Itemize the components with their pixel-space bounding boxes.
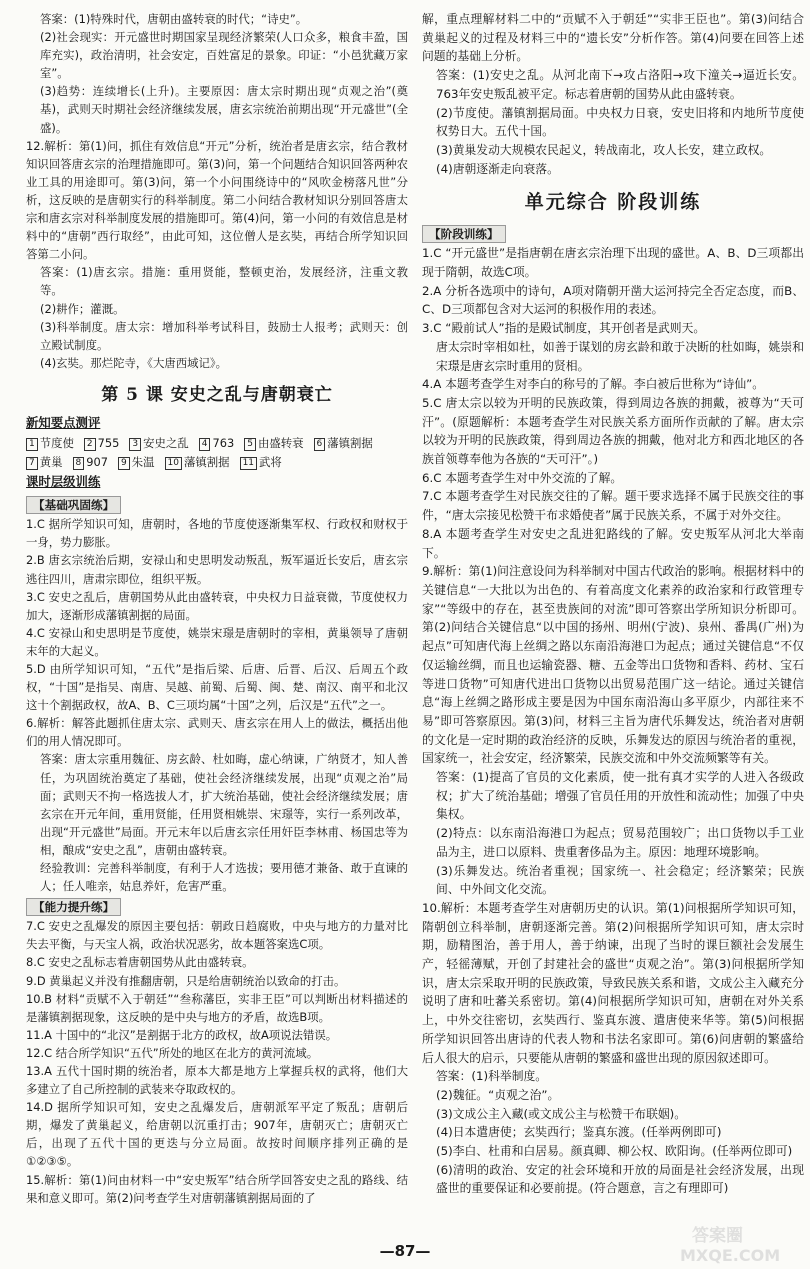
item-c8: 8.C 安史之乱标志着唐朝国势从此由盛转衰。 xyxy=(26,955,254,970)
answer-12-3: (3)科举制度。唐太宗：增加科举考试科目，鼓励士人报考；武则天：创立殿试制度。 xyxy=(40,319,408,352)
item-d5: 5.C 唐太宗以较为开明的民族政策，得到周边各族的拥戴，被尊为“天可汗”。(原题解析：本题考查学生对民族关系方面所作贡献的了解。唐太宗以较为开明的民族政策，得到周边各族的拥戴，他对北方和西北地区的各族首领尊奉他为各族的“天可汗”。) xyxy=(422,395,804,467)
page-number: —87— xyxy=(379,1242,431,1260)
fill-item: 9 朱温 xyxy=(118,453,155,471)
item-c14: 14.D 据所学知识可知，安史之乱爆发后，唐朝派军平定了叛乱；唐朝后期，爆发了黄巢起义，给唐朝以沉重打击；907年，唐朝灭亡；唐朝灭亡后，出现了五代十国的更迭与分立局面。故按时间顺序排列正确的是①②③⑤。 xyxy=(26,1100,408,1169)
item-c15: 15.解析：第(1)问由材料一中“安史叛军”结合所学回答安史之乱的路线、结果和意义即可。第(2)问考查学生对唐朝藩镇割据局面的了 xyxy=(26,1172,408,1205)
answer-12-1: 答案：(1)唐玄宗。措施：重用贤能，整顿吏治，发展经济，注重文教等。 xyxy=(40,265,408,298)
item-d1: 1.C “开元盛世”是指唐朝在唐玄宗治理下出现的盛世。A、B、D三项都出现于隋朝，故选C项。 xyxy=(422,246,804,280)
item-b5: 5.D 由所学知识可知，“五代”是指后梁、后唐、后晋、后汉、后周五个政权，“十国”是指吴、南唐、吴越、前蜀、后蜀、闽、楚、南汉、南平和北汉这十个割据政权，故A、B、C三项均属“十国”之列，后汉是“五代”之一。 xyxy=(26,662,408,713)
answer-d9-2: (2)特点：以东南沿海港口为起点；贸易范围较广；出口货物以手工业品为主，进口以原料、贵重奢侈品为主。原因：地理环境影响。 xyxy=(436,826,804,859)
left-column xyxy=(26,10,408,1207)
item-d3: 3.C “殿前试人”指的是殿试制度，其开创者是武则天。 xyxy=(422,321,706,336)
item-b1: 1.C 据所学知识可知，唐朝时，各地的节度使逐渐集军权、行政权和财权于一身，势力膨胀。 xyxy=(26,517,408,550)
item-b3: 3.C 安史之乱后，唐朝国势从此由盛转衰，中央权力日益衰微，节度使权力加大，逐渐形成藩镇割据的局面。 xyxy=(26,589,408,622)
answer-d9-1: 答案：(1)提高了官员的文化素质，使一批有真才实学的人进入各级政权；扩大了统治基础；增强了官员任用的开放性和流动性；加强了中央集权。 xyxy=(436,770,804,822)
item-q10: 10.解析：本题考查学生对唐朝历史的认识。第(1)问根据所学知识可知，隋朝创立科举制，唐朝逐渐完善。第(2)问根据所学知识可知，唐太宗时期，励精图治，善于用人，善于纳谏，出现了当时的课巨额社会发展生产，轻徭薄赋，开创了封建社会的盛世“贞观之治”。第(3)问根据所学知识，唐太宗采取开明的民族政策，导致民族关系和谐，文成公主入藏充分说明了唐和吐蕃关系密切。第(4)问根据所学知识可知，唐朝在对外关系上，中外交往密切，玄奘西行、鉴真东渡、遣唐使来华等。第(5)问根据所学知识回答出唐诗的代表人物和书法名家即可。第(6)问唐朝的繁盛给后人很大的启示，只要能从唐朝的繁盛和盛世出现的原因叙述即可。 xyxy=(422,900,804,1065)
answer-11-3: (3)趋势：连续增长(上升)。主要原因：唐太宗时期出现“贞观之治”(奠基)，武则天时期社会经济继续发展，唐玄宗统治前期出现“开元盛世”(全盛)。 xyxy=(40,84,408,135)
item-b6: 6.解析：解答此题抓住唐太宗、武则天、唐玄宗在用人上的做法，概括出他们的用人情况即可。 xyxy=(26,716,408,749)
answer-11-2: (2)社会现实：开元盛世时期国家呈现经济繁荣(人口众多，粮食丰盈，国库充实)，政治清明，社会安定，百姓富足的景象。印证：“小邑犹藏万家室”。 xyxy=(40,30,408,81)
item-c7: 7.C 安史之乱爆发的原因主要包括：朝政日趋腐败，中央与地方的力量对比失去平衡，与天宝人祸，政治状况恶劣，故本题答案选C项。 xyxy=(26,919,408,952)
item-c11: 11.A 十国中的“北汉”是割据于北方的政权，故A项说法错误。 xyxy=(26,1027,338,1042)
item-c10: 10.B 材料“贡赋不入于朝廷”“叁称藩臣，实非王臣”可以判断出材料描述的是藩镇割据现象，这反映的是中央与地方的矛盾，故选B项。 xyxy=(26,991,408,1024)
item-d4: 4.A 本题考查学生对李白的称号的了解。李白被后世称为“诗仙”。 xyxy=(422,377,765,392)
watermark-logo xyxy=(674,1221,804,1265)
answer-b6: 答案：唐太宗重用魏征、房玄龄、杜如晦，虚心纳谏，广纳贤才，知人善任，为巩固统治奠定了基础，使社会经济继续发展，出现“贞观之治”局面；武则天不拘一格选拔人才，扩大统治基础，使社会经济继续发展；唐玄宗在开元年间，重用贤能，任用贤相姚崇、宋璟等，实行一系列改革，出现“开元盛世”局面。开元末年以后唐玄宗任用奸臣李林甫、杨国忠等为相，酿成“安史之乱”，唐朝由盛转衰。 xyxy=(40,752,408,857)
fill-item: 5 由盛转衰 xyxy=(244,434,303,452)
right-column xyxy=(422,10,804,1198)
section-jichu: 【基础巩固练】 xyxy=(26,496,121,514)
answer-11-1: 答案：(1)特殊时代，唐朝由盛转衰的时代；“诗史”。 xyxy=(40,12,308,26)
fill-item: 2 755 xyxy=(84,434,119,452)
item-d3b: 唐太宗时宰相如杜，如善于谋划的房玄龄和敢于决断的杜如晦，姚崇和宋璟是唐玄宗时重用的贤相。 xyxy=(436,339,804,373)
item-b2: 2.B 唐玄宗统治后期，安禄山和史思明发动叛乱，叛军逼近长安后，唐玄宗逃往四川，唐肃宗即位，组织平叛。 xyxy=(26,553,408,586)
item-c9: 9.D 黄巢起义并没有推翻唐朝，只是给唐朝统治以致命的打击。 xyxy=(26,973,346,988)
answer-10-2: (2)魏征。“贞观之治”。 xyxy=(436,1087,560,1102)
fill-item: 8 907 xyxy=(73,453,108,471)
answer-15-4: (4)唐朝逐渐走向衰落。 xyxy=(436,161,559,176)
answer-10-1: 答案：(1)科举制度。 xyxy=(436,1069,548,1084)
fill-item: 6 藩镇割据 xyxy=(314,434,373,452)
watermark-line2: MXQE.COM xyxy=(680,1246,781,1265)
fill-item: 7 黄巢 xyxy=(26,453,63,471)
answer-10-6: (6)清明的政治、安定的社会环境和开放的局面是社会经济发展，出现盛世的重要保证和必要前提。(符合题意，言之有理即可) xyxy=(436,1162,804,1196)
fill-answers-row-2 xyxy=(26,453,408,471)
fill-item: 3 安史之乱 xyxy=(129,434,188,452)
section-jieduan: 【阶段训练】 xyxy=(422,225,506,243)
item-d8: 8.A 本题考查学生对安史之乱进犯路线的了解。安史叛军从河北大举南下。 xyxy=(422,526,804,560)
answer-10-5: (5)李白、杜甫和白居易。颜真卿、柳公权、欧阳询。(任举两位即可) xyxy=(436,1144,793,1159)
answer-10-3: (3)文成公主入藏(或文成公主与松赞干布联姻)。 xyxy=(436,1106,687,1121)
analysis-12: 12.解析：第(1)问，抓住有效信息“开元”分析，统治者是唐玄宗，结合教材知识回答唐玄宗的治理措施即可。第(3)问，第一个问题结合知识回答两种农业工具的用途即可。第(3)问，第一个小问围绕诗中的“风吹金榜落凡世”分析，这反映的是唐朝实行的科举制度。第二小问结合教材知识分别回答唐太宗和唐玄宗对科举制度发展的措施即可。第(4)问，第一小问的有效信息是材料中的“唐朝”西行取经”，由此可知，这位僧人是玄奘，再结合所学知识回答第二小问。 xyxy=(26,138,408,262)
answer-10-4: (4)日本遣唐使；玄奘西行；鉴真东渡。(任举两例即可) xyxy=(436,1125,722,1140)
item-c13: 13.A 五代十国时期的统治者，原本大都是地方上掌握兵权的武将，他们大多建立了自己所控制的武装来夺取政权的。 xyxy=(26,1063,408,1097)
answer-15-3: (3)黄巢发动大规模农民起义，转战南北，攻人长安，建立政权。 xyxy=(436,142,772,157)
lesson-title: 第 5 课 安史之乱与唐朝衰亡 xyxy=(101,384,333,405)
answer-12-4: (4)玄奘。那烂陀寺，《大唐西域记》。 xyxy=(40,355,227,370)
section-keshi: 课时层级训练 xyxy=(26,474,101,490)
answer-12-2: (2)耕作；灌溉。 xyxy=(40,301,125,316)
analysis-15-cont: 解，重点理解材料二中的“贡赋不入于朝廷”“实非王臣也”。第(3)问结合黄巢起义的过程及材料三中的“遗长安”分析作答。第(4)问要在回答上述问题的基础上分析。 xyxy=(422,12,804,64)
section-nengli: 【能力提升练】 xyxy=(26,898,121,916)
item-b4: 4.C 安禄山和史思明是节度使，姚崇宋璟是唐朝时的宰相，黄巢领导了唐朝末年的大起义。 xyxy=(26,625,408,658)
watermark-line1: 答案圈 xyxy=(692,1226,743,1246)
fill-item: 4 763 xyxy=(199,434,234,452)
item-c12: 12.C 结合所学知识“五代”所处的地区在北方的黄河流域。 xyxy=(26,1045,319,1060)
item-d2: 2.A 分析各选项中的诗句，A项对隋朝开凿大运河持完全否定态度，而B、C、D三项都包含对大运河的积极作用的表述。 xyxy=(422,283,804,317)
fill-item: 11 武将 xyxy=(240,453,282,471)
answer-15-2: (2)节度使。藩镇割据局面。中央权力日衰，安史旧将和内地所节度使权势日大。五代十国。 xyxy=(436,105,804,139)
item-d9: 9.解析：第(1)问注意设问为科举制对中国古代政治的影响。根据材料中的关键信息“一大批以为出色的、有着高度文化素养的政治家和行政管理专家”“等级中的存在，甚至贵族间的对流”即可答察出学所知识分析即可。第(2)问结合关键信息“以中国的扬州、明州(宁波)、泉州、番禺(广州)为起点”可知唐代海上丝绸之路以东南沿海港口为起点；通过关键信息“不仅仅运输丝绸，而且也运输瓷器、糖、五金等出口货物和香料、药材、宝石等进口货物”可知唐代进出口货物以出贸易范围广这一结论。通过关键信息“海上丝绸之路形成主要是因为中国东南沿海山多平原少，内部往来不易”即可答察原因。第(3)问，材料三主旨为唐代乐舞发达，统治者对唐朝的文化是一定时期的政治经济的反映，乐舞发达的原因与统治者的重视，国家统一，社会安定，经济繁荣，民族交流和中外交流频繁等有关。 xyxy=(422,564,804,766)
section-xinzhi: 新知要点测评 xyxy=(26,414,101,430)
item-d6: 6.C 本题考查学生对中外交流的了解。 xyxy=(422,470,623,485)
fill-item: 10 藩镇割据 xyxy=(165,453,230,471)
fill-answers-row-1 xyxy=(26,434,408,452)
answer-b6-lesson: 经验教训：完善科举制度，有利于人才选拔；要用德才兼备、敢于直谏的人；任人唯亲，姑息养奸，危害严重。 xyxy=(40,861,408,894)
item-d7: 7.C 本题考查学生对民族交往的了解。题干要求选择不属于民族交往的事件，“唐太宗接见松赞干布求婚使者”属于民族关系，不属于对外交往。 xyxy=(422,489,804,523)
answer-15-1: 答案：(1)安史之乱。从河北南下→攻占洛阳→攻下潼关→逼近长安。763年安史叛乱被平定。标志着唐朝的国势从此由盛转衰。 xyxy=(436,68,804,101)
answer-d9-3: (3)乐舞发达。统治者重视；国家统一、社会稳定；经济繁荣；民族间、中外间文化交流。 xyxy=(436,863,804,897)
fill-item: 1 节度使 xyxy=(26,434,74,452)
unit-title: 单元综合 阶段训练 xyxy=(524,191,702,214)
